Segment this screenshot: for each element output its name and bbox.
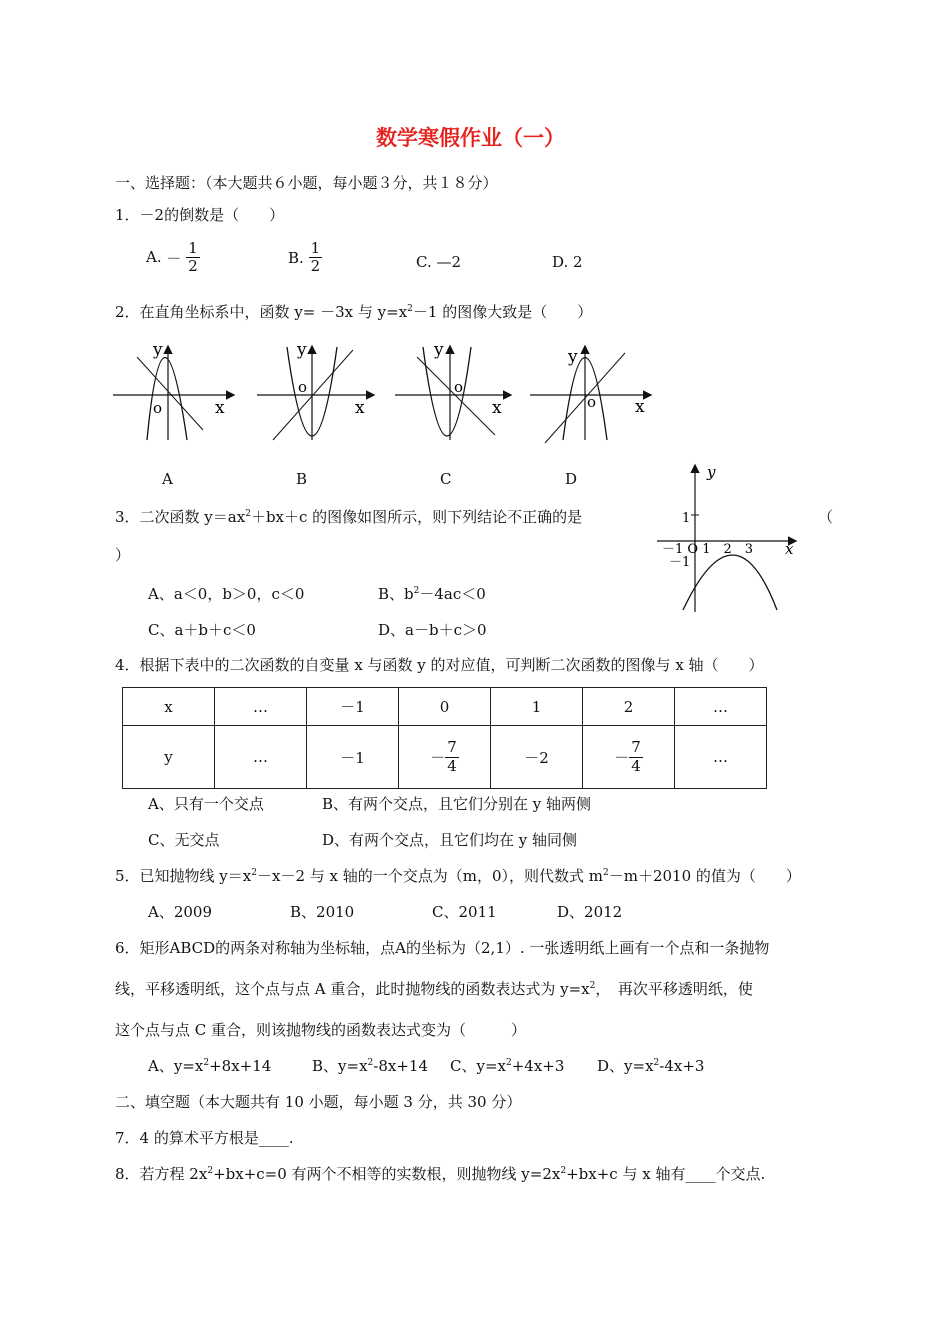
graph-a-y-label: y bbox=[153, 340, 163, 360]
graph-label-c: C bbox=[440, 470, 452, 488]
q5-option-a: A、2009 bbox=[148, 903, 213, 921]
table-cell: － $\frac{7}{4}$ bbox=[583, 726, 675, 789]
q1-a-sign: － bbox=[166, 249, 182, 268]
table-cell: … bbox=[675, 688, 767, 726]
table-cell: 2 bbox=[583, 688, 675, 726]
graph-a-origin: o bbox=[153, 399, 163, 417]
q4-option-d: D、有两个交点，且它们均在 y 轴同侧 bbox=[322, 831, 578, 849]
q3-paren-close: ） bbox=[115, 546, 131, 564]
q3-figure bbox=[655, 460, 800, 615]
q5-option-b: B、2010 bbox=[290, 903, 355, 921]
table-cell: y bbox=[123, 726, 215, 789]
q3-option-b: B、$b^2-4ac<0$ bbox=[378, 585, 486, 603]
question-8: 8．若方程 $2x^2+bx+c=0$ 有两个不相等的实数根，则抛物线 $y=2x^2+bx+c$ 与 x 轴有____个交点. bbox=[115, 1165, 766, 1183]
graph-label-d: D bbox=[565, 470, 578, 488]
q2-graphs bbox=[105, 335, 665, 455]
table-cell: … bbox=[215, 726, 307, 789]
q1-option-c: C. —2 bbox=[416, 253, 462, 271]
q3-fig-y-label: y bbox=[707, 463, 716, 481]
q6-option-c: C、$y=x^2+4x+3$ bbox=[450, 1057, 565, 1075]
question-2-stem: 2．在直角坐标系中，函数 y= －3x 与 $y=x^2-1$ 的图像大致是（ ） bbox=[115, 303, 593, 321]
q5-option-d: D、2012 bbox=[557, 903, 623, 921]
graph-d-x-label: x bbox=[635, 397, 645, 417]
table-cell: … bbox=[675, 726, 767, 789]
page-title: 数学寒假作业（一） bbox=[376, 126, 565, 150]
q1-option-d: D. 2 bbox=[552, 253, 583, 271]
graph-a-x-label: x bbox=[215, 398, 225, 418]
q1-option-a bbox=[146, 240, 200, 276]
question-6-line-3: 这个点与点 C 重合，则该抛物线的函数表达式变为（ ） bbox=[115, 1021, 527, 1039]
q1-a-fraction: $\frac{1}{2}$ bbox=[188, 239, 198, 276]
graph-b-x-label: x bbox=[355, 398, 365, 418]
q1-a-label: A. bbox=[146, 247, 162, 266]
question-4-stem: 4．根据下表中的二次函数的自变量 x 与函数 y 的对应值，可判断二次函数的图像与 x 轴（ ） bbox=[115, 656, 764, 674]
question-1-stem: 1．－2的倒数是（ ） bbox=[115, 206, 285, 224]
q1-b-fraction: $\frac{1}{2}$ bbox=[310, 239, 321, 276]
graph-label-b: B bbox=[296, 470, 308, 488]
question-7: 7．4 的算术平方根是____. bbox=[115, 1129, 294, 1147]
table-cell: x bbox=[123, 688, 215, 726]
table-cell: －1 bbox=[307, 688, 399, 726]
graph-b bbox=[257, 340, 373, 440]
q3-fig-y-one: 1 bbox=[682, 511, 691, 526]
q6-option-b: B、$y=x^2-8x+14$ bbox=[312, 1057, 428, 1075]
graph-a bbox=[113, 340, 233, 440]
table-row-y bbox=[123, 726, 767, 789]
graph-d-origin: o bbox=[587, 393, 597, 411]
table-cell: 0 bbox=[399, 688, 491, 726]
q3-paren-open: （ bbox=[818, 508, 834, 526]
question-5-stem: 5．已知抛物线 $y=x^2-x-2$ 与 x 轴的一个交点为（m，0），则代数式 $m^2-m+2010$ 的值为（ ） bbox=[115, 867, 801, 885]
graph-d bbox=[530, 347, 650, 443]
q3-option-c: C、a＋b＋c＜0 bbox=[148, 621, 256, 639]
q4-option-a: A、只有一个交点 bbox=[148, 795, 264, 813]
graph-c-origin: o bbox=[454, 378, 464, 396]
q1-b-label: B. bbox=[288, 248, 304, 267]
q3-option-a: A、a＜0，b＞0，c＜0 bbox=[148, 585, 305, 603]
table-cell: －2 bbox=[491, 726, 583, 789]
q1-option-b bbox=[288, 240, 322, 276]
q6-option-d: D、$y=x^2-4x+3$ bbox=[597, 1057, 705, 1075]
q3-fig-neg1: －1 bbox=[669, 555, 691, 570]
table-cell: － $\frac{7}{4}$ bbox=[399, 726, 491, 789]
graph-c-x-label: x bbox=[492, 398, 502, 418]
q3-option-d: D、a－b＋c＞0 bbox=[378, 621, 487, 639]
section-heading-fill: 二、填空题（本大题共有 10 小题，每小题 3 分，共 30 分） bbox=[115, 1093, 522, 1111]
q4-option-c: C、无交点 bbox=[148, 831, 220, 849]
q3-fig-x-label: x bbox=[785, 540, 794, 558]
graph-b-y-label: y bbox=[297, 340, 307, 360]
graph-c bbox=[395, 340, 510, 440]
table-cell: … bbox=[215, 688, 307, 726]
table-cell: －1 bbox=[307, 726, 399, 789]
question-6-line-2: 线，平移透明纸，这个点与点 A 重合，此时抛物线的函数表达式为 $y=x^2$， 再次平移透明纸，使 bbox=[115, 980, 753, 998]
section-heading-choice: 一、选择题：（本大题共６小题，每小题３分，共１８分） bbox=[115, 174, 498, 192]
graph-b-origin: o bbox=[298, 378, 308, 396]
graph-d-y-label: y bbox=[568, 347, 578, 367]
question-6-line-1: 6．矩形ABCD的两条对称轴为坐标轴，点A的坐标为（2,1）. 一张透明纸上画有一个点和一条抛物 bbox=[115, 939, 770, 957]
q5-option-c: C、2011 bbox=[432, 903, 497, 921]
graph-c-y-label: y bbox=[434, 340, 444, 360]
question-3-stem: 3．二次函数 $y=ax^2+bx+c$ 的图像如图所示，则下列结论不正确的是 bbox=[115, 508, 583, 526]
q4-option-b: B、有两个交点，且它们分别在 y 轴两侧 bbox=[322, 795, 592, 813]
q3-fig-x-ticks: －1 O 1 2 3 bbox=[662, 542, 754, 557]
table-row-x bbox=[123, 688, 767, 726]
graph-label-a: A bbox=[162, 470, 173, 488]
q4-value-table bbox=[122, 687, 767, 789]
table-cell: 1 bbox=[491, 688, 583, 726]
q6-option-a: A、$y=x^2+8x+14$ bbox=[148, 1057, 272, 1075]
